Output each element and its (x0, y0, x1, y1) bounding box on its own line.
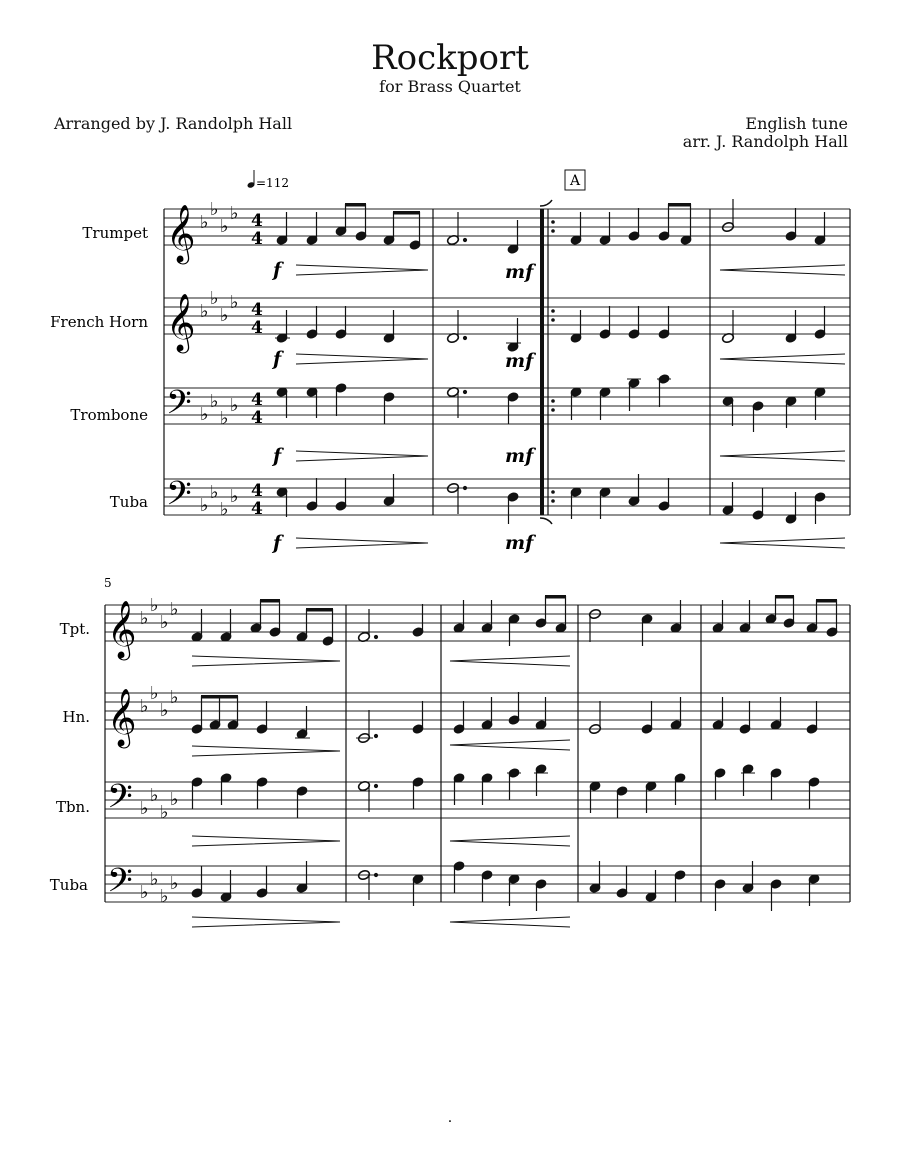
measure-number: 5 (104, 576, 112, 590)
svg-text:4: 4 (251, 499, 263, 519)
arranger-credit: Arranged by J. Randolph Hall (54, 114, 293, 133)
composer-credit: English tune (745, 114, 848, 133)
svg-text:♭: ♭ (230, 203, 239, 224)
footer-dot: . (447, 1110, 453, 1126)
notes-horn-s1 (275, 306, 826, 352)
svg-text:♭: ♭ (200, 301, 209, 322)
svg-text:♭: ♭ (220, 216, 229, 237)
svg-text:♭: ♭ (170, 687, 179, 708)
bass-clef-icon: 𝄢 (166, 384, 192, 430)
dynamic-mezzo-forte: mf (505, 350, 534, 372)
score-title: Rockport (371, 38, 529, 78)
svg-text:♭: ♭ (230, 395, 239, 416)
svg-text:♭: ♭ (230, 486, 239, 507)
notes-tuba-s1 (276, 474, 826, 524)
svg-text:♭: ♭ (150, 785, 159, 806)
svg-text:♭: ♭ (140, 882, 149, 903)
svg-text:♭: ♭ (200, 404, 209, 425)
treble-clef-icon: 𝄞 (166, 204, 196, 262)
dynamic-mezzo-forte: mf (505, 261, 534, 283)
dynamic-forte: f (273, 348, 282, 370)
dynamic-mezzo-forte: mf (505, 532, 534, 554)
tempo-value: =112 (256, 176, 289, 190)
key-signature-icons (140, 595, 179, 907)
time-signatures (251, 211, 263, 519)
svg-text:♭: ♭ (210, 199, 219, 220)
dynamic-mezzo-forte: mf (505, 445, 534, 467)
svg-text:♭: ♭ (160, 886, 169, 907)
tempo-marking (247, 170, 289, 190)
bass-clef-icon: 𝄢 (107, 778, 133, 824)
system-2 (50, 576, 850, 927)
key-signature-icons (200, 199, 239, 520)
svg-text:4: 4 (251, 300, 263, 320)
rehearsal-letter: A (569, 173, 581, 189)
notes-horn-s2 (191, 692, 818, 744)
svg-text:♭: ♭ (220, 499, 229, 520)
svg-text:♭: ♭ (220, 305, 229, 326)
instrument-label-tpt: Tpt. (59, 620, 90, 638)
svg-text:♭: ♭ (220, 408, 229, 429)
svg-text:♭: ♭ (140, 608, 149, 629)
instrument-label-hn: Hn. (62, 708, 90, 726)
svg-text:4: 4 (251, 229, 263, 249)
score-subtitle: for Brass Quartet (379, 77, 521, 96)
bass-clef-icon: 𝄢 (107, 862, 133, 908)
svg-text:♭: ♭ (150, 869, 159, 890)
svg-text:♭: ♭ (160, 612, 169, 633)
instrument-label-tuba-short: Tuba (49, 876, 88, 894)
notes-trombone-s1 (276, 374, 826, 432)
svg-text:4: 4 (251, 318, 263, 338)
svg-text:♭: ♭ (170, 789, 179, 810)
notes-trumpet-s2 (191, 595, 838, 646)
notes-tuba-s2 (191, 861, 820, 911)
svg-text:♭: ♭ (160, 802, 169, 823)
svg-text:♭: ♭ (150, 595, 159, 616)
instrument-label-trombone: Trombone (70, 406, 148, 424)
svg-text:4: 4 (251, 408, 263, 428)
instrument-label-trumpet: Trumpet (82, 224, 148, 242)
bass-clef-icon: 𝄢 (166, 475, 192, 521)
svg-text:♭: ♭ (150, 683, 159, 704)
svg-text:♭: ♭ (140, 798, 149, 819)
dynamic-forte: f (273, 532, 282, 554)
svg-text:♭: ♭ (210, 288, 219, 309)
svg-text:4: 4 (251, 211, 263, 231)
svg-text:♭: ♭ (200, 212, 209, 233)
svg-text:♭: ♭ (140, 696, 149, 717)
svg-text:4: 4 (251, 390, 263, 410)
dynamic-forte: f (273, 259, 282, 281)
arrangement-credit: arr. J. Randolph Hall (682, 132, 848, 151)
svg-text:♭: ♭ (210, 482, 219, 503)
svg-text:♭: ♭ (200, 495, 209, 516)
rehearsal-mark-a (565, 170, 585, 190)
barlines-2 (105, 605, 850, 902)
svg-text:♭: ♭ (210, 391, 219, 412)
instrument-label-horn: French Horn (50, 313, 148, 331)
system-1 (50, 170, 850, 554)
treble-clef-icon: 𝄞 (107, 688, 137, 746)
svg-text:♭: ♭ (160, 700, 169, 721)
svg-text:♭: ♭ (170, 599, 179, 620)
staff-lines-2 (105, 605, 850, 902)
treble-clef-icon: 𝄞 (166, 293, 196, 351)
svg-text:♭: ♭ (230, 292, 239, 313)
svg-text:4: 4 (251, 481, 263, 501)
treble-clef-icon: 𝄞 (107, 600, 137, 658)
svg-text:♭: ♭ (170, 873, 179, 894)
instrument-label-tbn: Tbn. (55, 798, 90, 816)
dynamic-forte: f (273, 445, 282, 467)
instrument-label-tuba: Tuba (109, 493, 148, 511)
repeat-start (540, 200, 555, 524)
